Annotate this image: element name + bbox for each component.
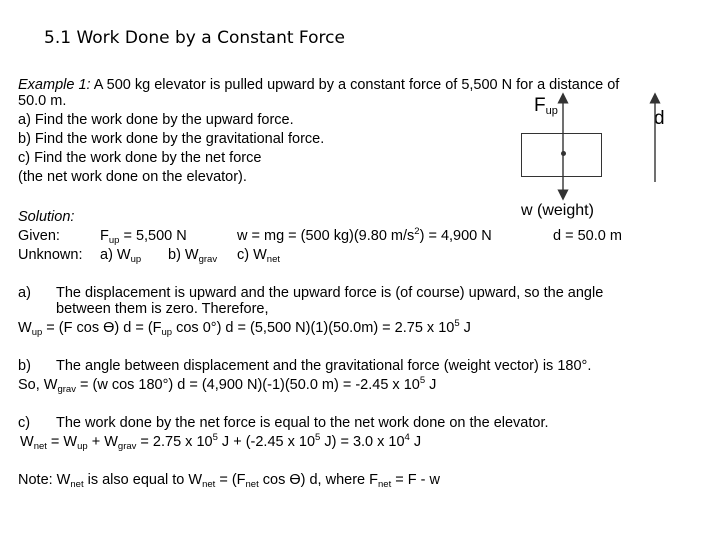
answer-b-marker: b) (18, 358, 31, 374)
page-title: 5.1 Work Done by a Constant Force (44, 28, 345, 48)
given-weight: w = mg = (500 kg)(9.80 $m/s^2) = 4,900$ N (237, 226, 492, 244)
example-text-1: A 500 kg elevator is pulled upward by a constant force of 5,500 N for a distance of (90, 77, 620, 93)
answer-b-equation: So, $W_{grav} = (w$ cos 180°) d = (4,900 N)(-1)(50.0 m) = -2.45 x $10^5$ J (18, 375, 437, 395)
example-label: Example 1: (18, 77, 91, 93)
answer-a-line-1: The displacement is upward and the upward force is (of course) upward, so the angle (56, 285, 604, 301)
example-part-c: c) Find the work done by the net force (18, 150, 262, 166)
answer-b-line-1: The angle between displacement and the gravitational force (weight vector) is 180°. (56, 358, 592, 374)
unknown-c: c) $W_{net}$ (237, 247, 281, 265)
weight-label: w (weight) (521, 202, 594, 219)
answer-c-line-1: The work done by the net force is equal to the net work done on the elevator. (56, 415, 549, 431)
answer-a-marker: a) (18, 285, 31, 301)
given-force: $F_{up} = 5,500$ N (100, 228, 187, 246)
unknown-label: Unknown: (18, 247, 83, 263)
distance-label: d (654, 108, 665, 129)
answer-c-marker: c) (18, 415, 31, 431)
answer-a-line-2: between them is zero. Therefore, (56, 301, 269, 317)
example-line-2: 50.0 m. (18, 93, 67, 109)
example-part-a: a) Find the work done by the upward force. (18, 112, 294, 128)
answer-a-equation: $W_{up} = (F$ cos Ɵ) $d = (F_{up}$ cos 0°) d = (5,500 N)(1)(50.0m) = 2.75 x $10^5$ J (18, 318, 471, 338)
solution-label: Solution: (18, 209, 75, 225)
example-part-c-cont: (the net work done on the elevator). (18, 169, 247, 185)
unknown-a: a) $W_{up}$ (100, 247, 142, 265)
given-distance: d = 50.0 m (553, 228, 622, 244)
unknown-b: b) $W_{grav}$ (168, 247, 218, 265)
answer-c-equation: $W_{net} = W_{up} + W_{grav} = 2.75$ x $10^5$ J + (-2.45 x $10^5$ J) = 3.0 x $10^4$ J (20, 432, 422, 452)
note: Note: $W_{net}$ is also equal to $W_{net} = (F_{net}$ cos Ɵ) d, where $F_{net} = F - w$ (18, 472, 440, 490)
given-label: Given: (18, 228, 60, 244)
force-up-label: $F_{up}$ (534, 95, 558, 117)
example-part-b: b) Find the work done by the gravitational force. (18, 131, 325, 147)
